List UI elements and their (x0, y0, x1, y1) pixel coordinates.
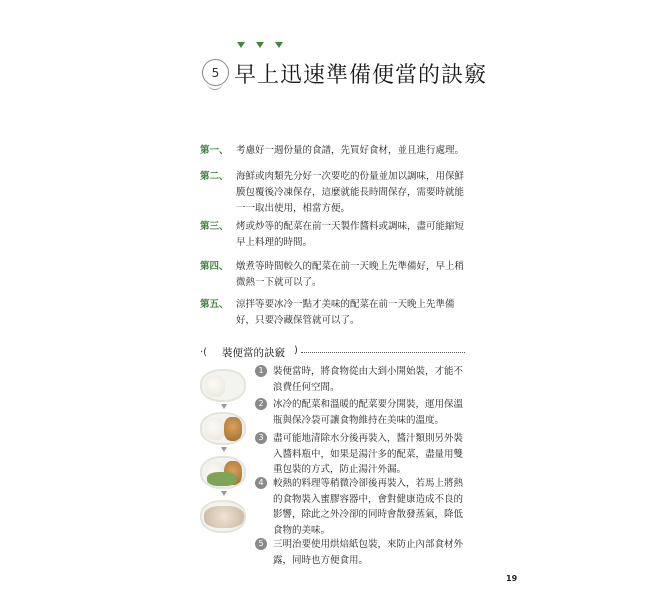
tip-text: 冰冷的配菜和溫暖的配菜要分開裝，運用保溫瓶與保冷袋可讓食物維持在美味的溫度。 (273, 399, 464, 426)
decorative-triangles (237, 42, 283, 48)
section-open-mark: ·( (200, 347, 208, 358)
page-title: 早上迅速準備便當的訣竅 (234, 63, 488, 88)
dotted-divider (301, 352, 465, 353)
tip-number-badge: 4 (255, 477, 267, 489)
tip-text: 盡可能地清除水分後再裝入，醬汁類則另外裝入醬料瓶中，如果是湯汁多的配菜，盡量用雙重包裝的方式，防止湯汁外漏。 (273, 433, 464, 475)
tip-number-badge: 1 (255, 365, 267, 377)
tip-text: 較熱的料理等稍微冷卻後再裝入，若馬上將熱的食物裝入蜜膠容器中，會對健康造成不良的影響，除此之外冷卻的同時會散發蒸氣，降低食物的美味。 (273, 478, 464, 536)
down-arrow-icon (221, 404, 227, 409)
rice-portion (205, 418, 225, 440)
step-text: 烤或炒等的配菜在前一天製作醬料或調味，盡可能縮短早上料理的時間。 (236, 221, 465, 248)
step-text: 涼拌等要冰冷一點才美味的配菜在前一天晚上先準備好，只要冷藏保管就可以了。 (236, 299, 455, 326)
step-label: 第二、 (200, 171, 229, 182)
triangle-icon (237, 42, 245, 48)
badge-tail-decoration (207, 81, 223, 90)
tip-text: 三明治要使用烘焙紙包裝，來防止內部食材外露，同時也方便食用。 (273, 539, 464, 566)
lunchbox-photo (200, 500, 246, 533)
step-label: 第五、 (200, 299, 229, 310)
rice-portion (205, 375, 225, 397)
tip-text: 裝便當時，將食物從由大到小開始裝，才能不浪費任何空間。 (273, 366, 464, 393)
tip-number-badge: 2 (255, 398, 267, 410)
vegetable-portion (207, 472, 237, 486)
triangle-icon (275, 42, 283, 48)
triangle-icon (256, 42, 264, 48)
lunchbox-photo (200, 456, 246, 489)
step-text: 燉煮等時間較久的配菜在前一天晚上先準備好，早上稍微熱一下就可以了。 (236, 261, 465, 288)
section-title: 裝便當的訣竅 (222, 347, 285, 359)
step-label: 第四、 (200, 261, 229, 272)
tip-number-badge: 5 (255, 538, 267, 550)
down-arrow-icon (221, 491, 227, 496)
down-arrow-icon (221, 447, 227, 452)
lunchbox-photo (200, 369, 246, 402)
lunchbox-photo (200, 412, 246, 445)
section-close-mark: ) (294, 345, 298, 356)
step-label: 第一、 (200, 145, 229, 156)
wrapped-food-portion (204, 506, 244, 528)
step-text: 海鮮或肉類先分好一次要吃的份量並加以調味，用保鮮膜包覆後冷凍保存，這麼就能長時間保存，需要時就能一一取出使用，相當方便。 (236, 171, 465, 214)
page-number: 19 (506, 574, 518, 583)
chapter-number-badge: 5 (202, 59, 229, 86)
step-label: 第三、 (200, 221, 229, 232)
tip-number-badge: 3 (255, 432, 267, 444)
step-text: 考慮好一週份量的食譜，先買好食材，並且進行處理。 (236, 145, 465, 156)
side-dish-portion (224, 417, 242, 441)
